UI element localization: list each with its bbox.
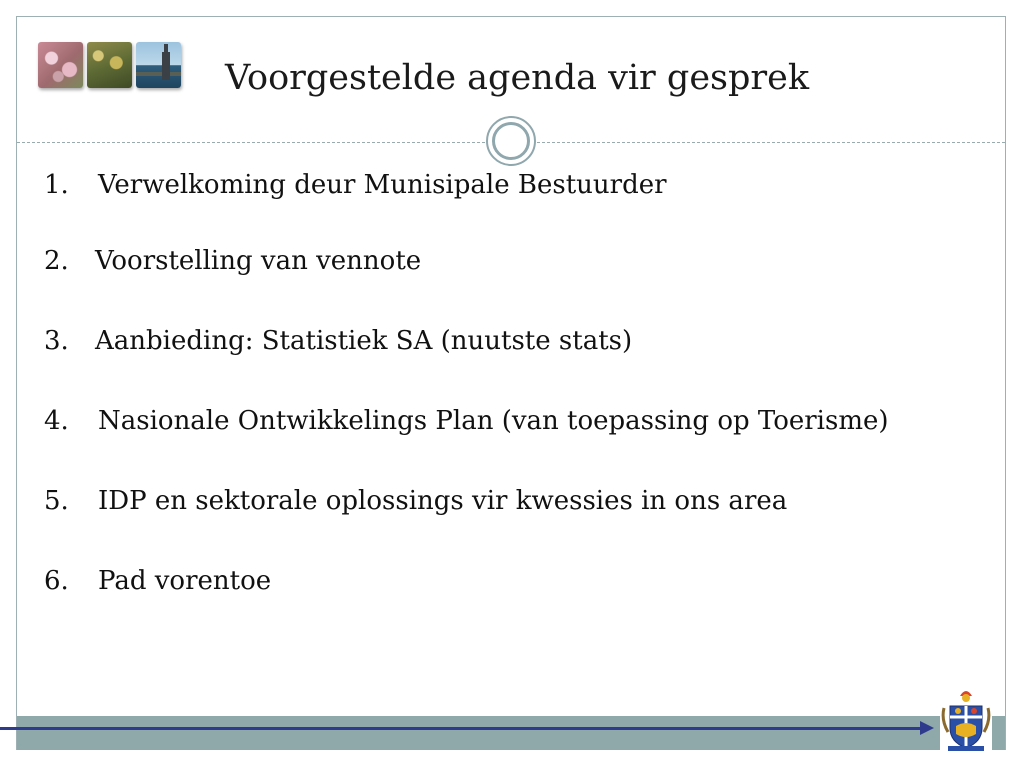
agenda-item-text: IDP en sektorale oplossings vir kwessies in ons area [98,486,788,516]
agenda-item [44,246,421,276]
agenda-item-number: 4. [44,406,69,436]
agenda-item-text: Pad vorentoe [98,566,272,596]
agenda-item-number: 2. [44,246,69,276]
municipal-crest-logo [940,686,992,752]
agenda-item-number: 5. [44,486,69,516]
agenda-item-number: 6. [44,566,69,596]
agenda-item [44,566,271,596]
agenda-item-text: Aanbieding: Statistiek SA (nuutste stats) [95,326,633,356]
next-arrow-line [0,727,928,730]
divider-ring-ornament [486,116,536,166]
agenda-item-text: Voorstelling van vennote [95,246,422,276]
agenda-item-text: Nasionale Ontwikkelings Plan (van toepassing op Toerisme) [98,406,889,436]
footer-bar [17,716,1005,750]
agenda-item [44,486,787,516]
agenda-item [44,170,667,200]
agenda-item-number: 3. [44,326,69,356]
agenda-item-number: 1. [44,170,69,200]
agenda-item [44,326,632,356]
agenda-item [44,406,889,436]
agenda-item-text: Verwelkoming deur Munisipale Bestuurder [98,170,667,200]
slide-title: Voorgestelde agenda vir gesprek [224,58,810,98]
arrow-right-icon[interactable] [920,721,934,735]
